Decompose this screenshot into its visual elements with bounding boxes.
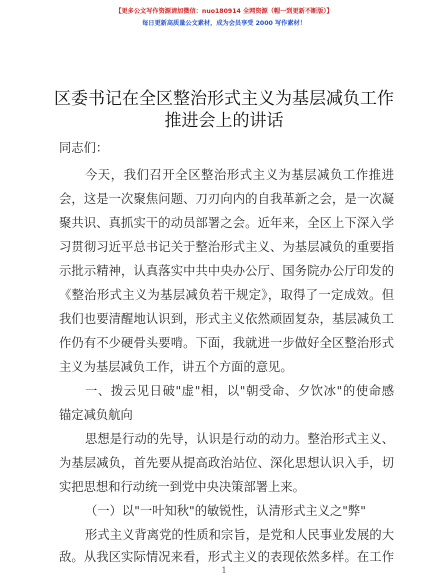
body-line: 今天，我们召开全区整治形式主义为基层减负工作推进 <box>85 168 394 182</box>
page-number: 1 <box>221 566 227 575</box>
body-line: 聚共识、真抓实干的动员部署之会。近年来，全区上下深入学 <box>59 216 394 230</box>
body-line: 实把思想和行动统一到党中央决策部署上来。 <box>59 480 305 494</box>
body-line: 形式主义背离党的性质和宗旨，是党和人民事业发展的大 <box>85 528 394 542</box>
salutation: 同志们： <box>59 141 109 155</box>
subsection-heading: （一）以"一叶知秋"的敏锐性，认清形式主义之"弊" <box>85 504 366 518</box>
resource-notice-line-2: 每日更新高质量公文素材，成为会员享受 2000 写作素材！ <box>142 20 306 27</box>
section-heading-line: 一、拨云见日破"虚"相，以"朝受命、夕饮冰"的使命感 <box>85 384 394 398</box>
body-line: 《整治形式主义为基层减负若干规定》，取得了一定成效。但 <box>59 288 394 302</box>
resource-notice-line-1: 【更多公文写作资源请加微信：nuo180914 全网资源（帽一到更新不断版）】 <box>115 8 333 15</box>
document-title-line-2: 推进会上的讲话 <box>164 111 284 131</box>
body-line: 示批示精神，认真落实中共中央办公厅、国务院办公厅印发的 <box>59 264 394 278</box>
body-line: 为基层减负，首先要从提高政治站位、深化思想认识入手，切 <box>59 456 394 470</box>
body-line: 我们也要清醒地认识到，形式主义依然顽固复杂，基层减负工 <box>59 312 394 326</box>
document-title-line-1: 区委书记在全区整治形式主义为基层减负工作 <box>54 89 394 109</box>
body-line: 作仍有不少硬骨头要啃。下面，我就进一步做好全区整治形式 <box>59 336 394 350</box>
body-line: 习贯彻习近平总书记关于整治形式主义、为基层减负的重要指 <box>59 240 394 254</box>
body-line: 主义为基层减负工作，讲五个方面的意见。 <box>59 360 293 374</box>
body-line: 敌。从我区实际情况来看，形式主义的表现依然多样。在工作 <box>59 550 394 564</box>
body-line: 会，这是一次聚焦问题、刀刃向内的自我革新之会，是一次凝 <box>59 192 394 206</box>
section-heading-line: 锚定减负航向 <box>59 408 133 422</box>
body-line: 思想是行动的先导，认识是行动的动力。整治形式主义、 <box>85 432 394 446</box>
